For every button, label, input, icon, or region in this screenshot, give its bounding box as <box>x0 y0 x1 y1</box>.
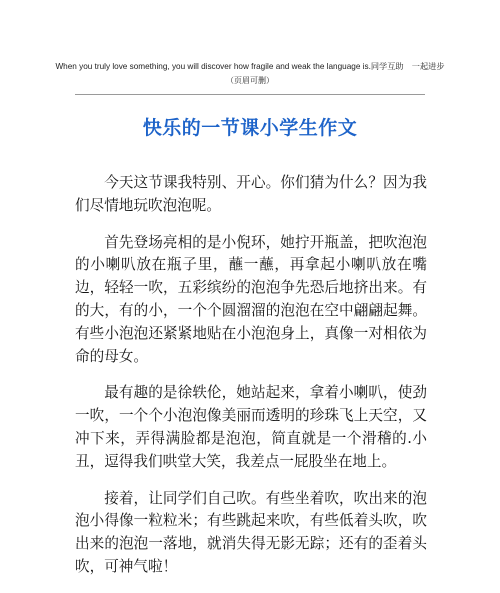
header-quote: When you truly love something, you will discover how fragile and weak the language is.同学互助 一起进步 <box>55 62 445 71</box>
paragraph-1: 今天这节课我特别、开心。你们猜为什么？因为我们尽情地玩吹泡泡呢。 <box>75 174 427 214</box>
document-title: 快乐的一节课小学生作文 <box>142 117 358 139</box>
paragraph-2: 首先登场亮相的是小倪环，她拧开瓶盖，把吹泡泡的小喇叭放在瓶子里，蘸一蘸，再拿起小喇叭放在嘴边，轻轻一吹，五彩缤纷的泡泡争先恐后地挤出来。有的大，有的小，一个个圆溜溜的泡泡在空中翩翩起舞。有些小泡泡还紧紧地贴在小泡泡身上，真像一对相依为命的母女。 <box>75 233 427 365</box>
header-divider <box>75 94 425 95</box>
article-body <box>75 172 427 593</box>
paragraph-3: 最有趣的是徐轶伦，她站起来，拿着小喇叭，使劲一吹，一个个小泡泡像美丽而透明的珍珠飞上天空，又冲下来，弄得满脸都是泡泡，简直就是一个滑稽的.小丑，逗得我们哄堂大笑，我差点一屁股坐在地上。 <box>75 384 427 470</box>
header-note: （页眉可删） <box>226 76 274 85</box>
paragraph-4: 接着，让同学们自己吹。有些坐着吹，吹出来的泡泡小得像一粒粒米；有些跳起来吹，有些低着头吹，吹出来的泡泡一落地，就消失得无影无踪；还有的歪着头吹，可神气啦！ <box>75 489 427 575</box>
